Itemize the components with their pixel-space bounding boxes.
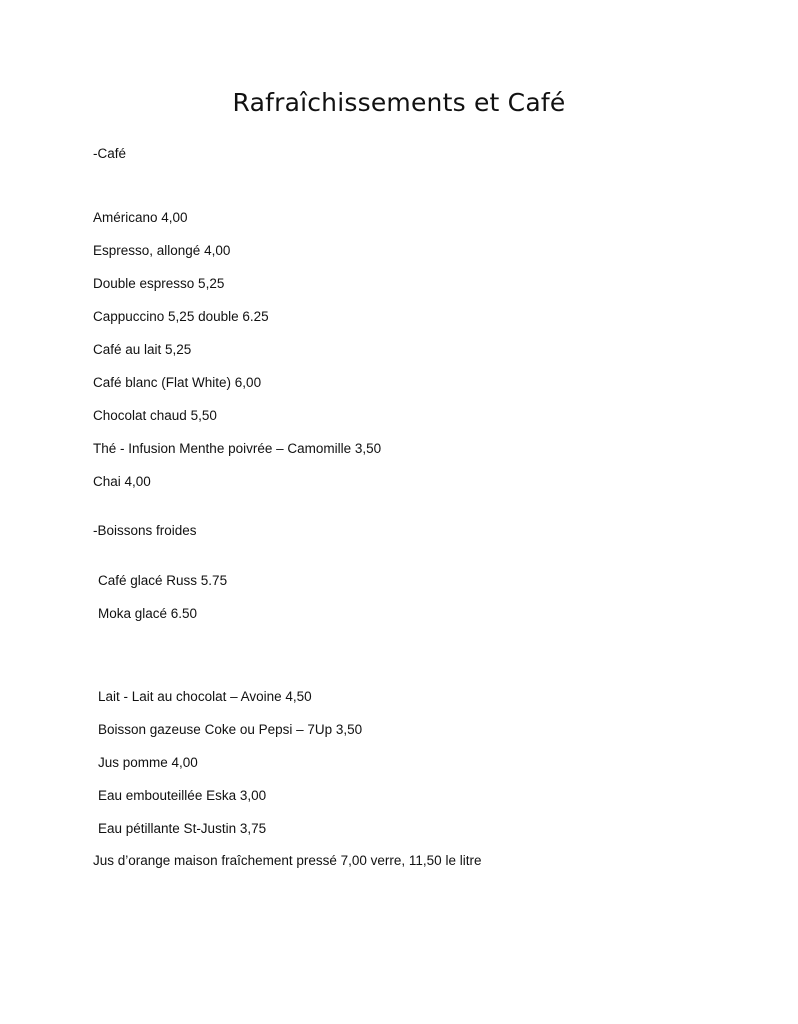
menu-item: Américano 4,00 [93,210,188,225]
menu-item: Thé - Infusion Menthe poivrée – Camomille 3,50 [93,441,382,456]
menu-item: Lait - Lait au chocolat – Avoine 4,50 [98,689,312,704]
section-heading-cafe: -Café [93,146,127,161]
menu-item: Espresso, allongé 4,00 [93,243,231,258]
menu-item: Chai 4,00 [93,474,151,489]
menu-item: Double espresso 5,25 [93,276,225,291]
menu-item: Eau pétillante St-Justin 3,75 [98,821,267,836]
menu-item: Chocolat chaud 5,50 [93,408,217,423]
section-heading-cold-drinks: -Boissons froides [93,523,197,538]
menu-item: Jus d’orange maison fraîchement pressé 7,00 verre, 11,50 le litre [93,853,482,868]
menu-item: Cappuccino 5,25 double 6.25 [93,309,269,324]
menu-item: Boisson gazeuse Coke ou Pepsi – 7Up 3,50 [98,722,363,737]
page-title: Rafraîchissements et Café [232,88,566,117]
menu-item: Café au lait 5,25 [93,342,192,357]
menu-item: Moka glacé 6.50 [98,606,198,621]
menu-item: Café blanc (Flat White) 6,00 [93,375,262,390]
menu-item: Jus pomme 4,00 [98,755,198,770]
menu-item: Café glacé Russ 5.75 [98,573,228,588]
menu-item: Eau embouteillée Eska 3,00 [98,788,267,803]
